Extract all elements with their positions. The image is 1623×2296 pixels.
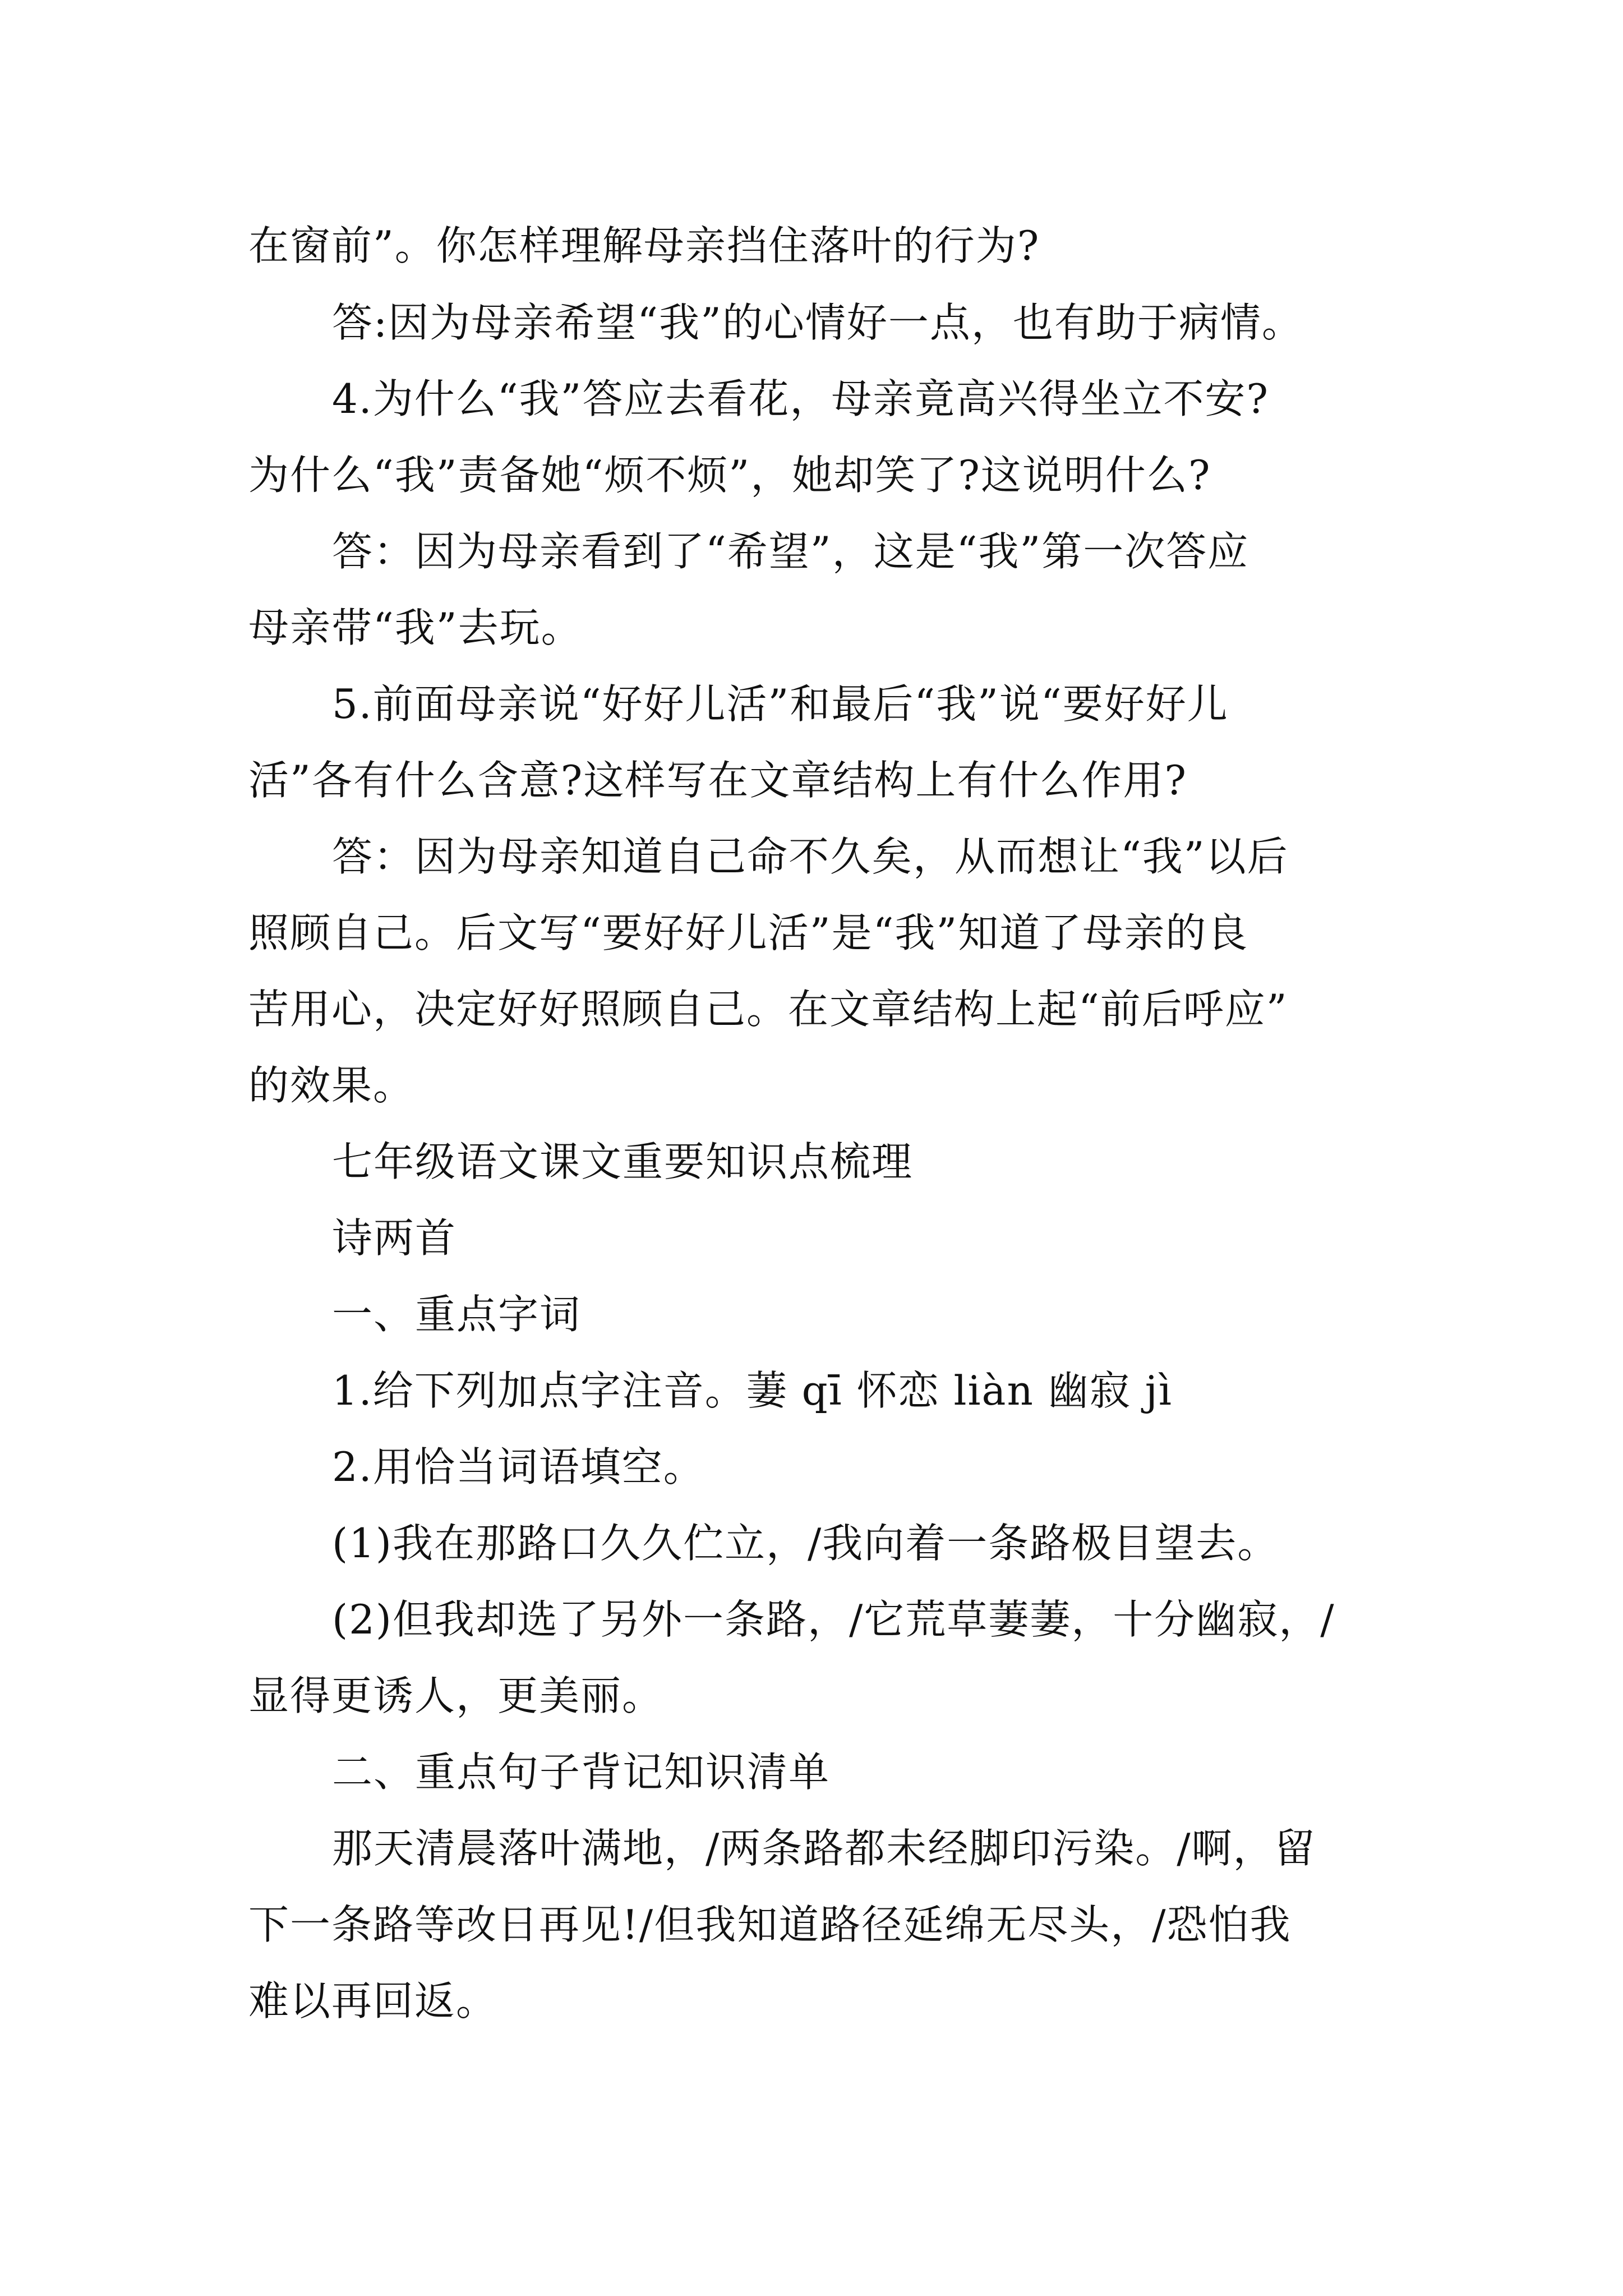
answer-line: 答：因为母亲看到了“希望”，这是“我”第一次答应 bbox=[332, 528, 1249, 575]
exercise-line: (1)我在那路口久久伫立，/我向着一条路极目望去。 bbox=[332, 1520, 1279, 1567]
question-line: 4.为什么“我”答应去看花，母亲竟高兴得坐立不安? bbox=[332, 375, 1269, 422]
section-heading: 七年级语文课文重要知识点梳理 bbox=[332, 1138, 914, 1185]
question-line: 5.前面母亲说“好好儿活”和最后“我”说“要好好儿 bbox=[332, 680, 1229, 728]
text-line: 为什么“我”责备她“烦不烦”，她却笑了?这说明什么? bbox=[248, 452, 1211, 499]
answer-line: 答：因为母亲知道自己命不久矣，从而想让“我”以后 bbox=[332, 833, 1289, 880]
lesson-title: 诗两首 bbox=[332, 1214, 457, 1262]
text-line: 显得更诱人，更美丽。 bbox=[248, 1672, 664, 1719]
text-line: 苦用心，决定好好照顾自己。在文章结构上起“前后呼应” bbox=[248, 986, 1288, 1033]
text-line: 照顾自己。后文写“要好好儿活”是“我”知道了母亲的良 bbox=[248, 909, 1249, 956]
exercise-line: 1.给下列加点字注音。萋 qī 怀恋 liàn 幽寂 jì bbox=[332, 1367, 1173, 1414]
subheading: 一、重点字词 bbox=[332, 1291, 582, 1338]
subheading: 二、重点句子背记知识清单 bbox=[332, 1749, 831, 1796]
poem-line: 那天清晨落叶满地，/两条路都未经脚印污染。/啊，留 bbox=[332, 1825, 1316, 1872]
text-line: 母亲带“我”去玩。 bbox=[248, 604, 583, 651]
text-line: 活”各有什么含意?这样写在文章结构上有什么作用? bbox=[248, 757, 1188, 804]
exercise-line: (2)但我却选了另外一条路，/它荒草萋萋，十分幽寂，/ bbox=[332, 1596, 1335, 1643]
exercise-line: 2.用恰当词语填空。 bbox=[332, 1443, 705, 1490]
answer-line: 答:因为母亲希望“我”的心情好一点，也有助于病情。 bbox=[332, 299, 1303, 346]
poem-line: 难以再回返。 bbox=[248, 1977, 498, 2024]
text-line: 在窗前”。你怎样理解母亲挡住落叶的行为? bbox=[248, 222, 1040, 269]
poem-line: 下一条路等改日再见!/但我知道路径延绵无尽头，/恐怕我 bbox=[248, 1901, 1292, 1948]
text-line: 的效果。 bbox=[248, 1062, 415, 1109]
